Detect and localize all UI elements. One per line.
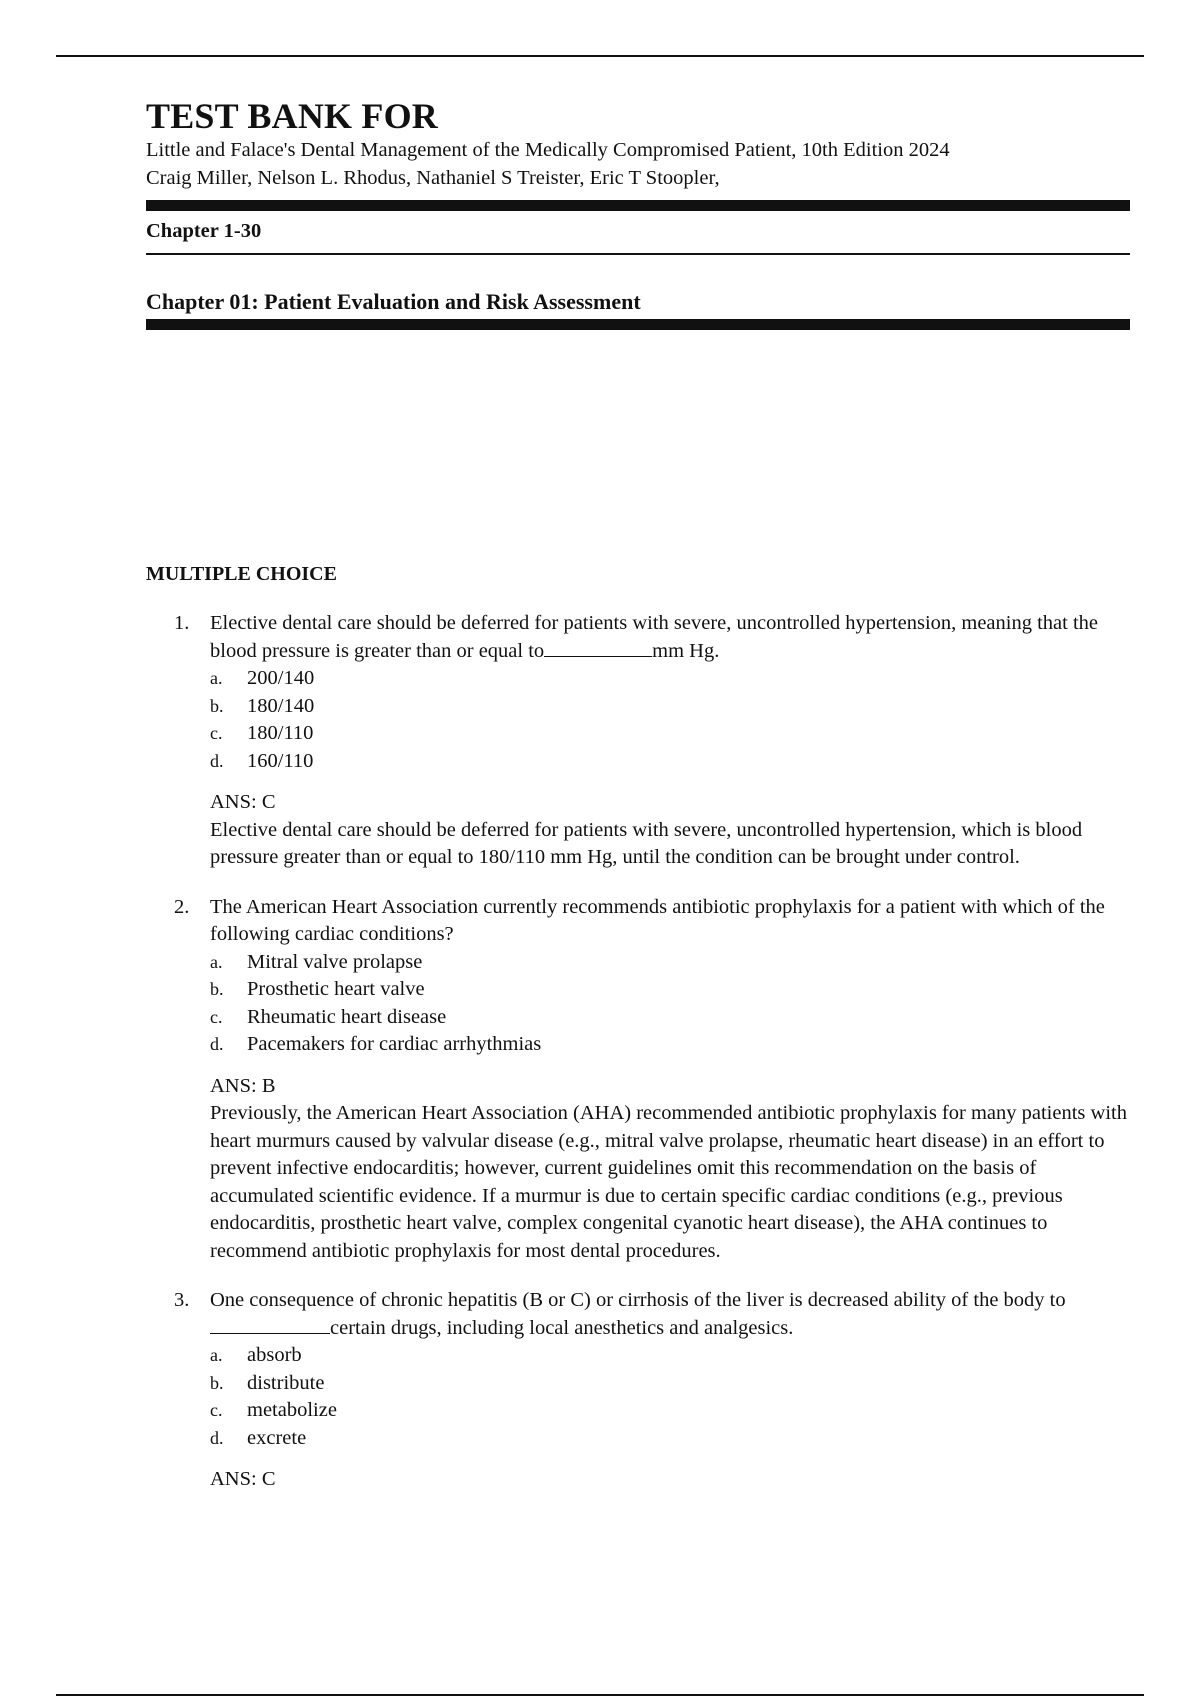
option-b (210, 976, 1130, 1004)
chapter-heading-rule (146, 319, 1130, 330)
question-2 (146, 894, 1130, 1266)
question-stem (210, 894, 1130, 949)
stem-text-before: Elective dental care should be deferred for patients with severe, uncontrolled hypertension, meaning that the blood pressure is greater than or equal to (210, 612, 1099, 662)
option-d (210, 1425, 1130, 1453)
option-letter: a. (210, 668, 223, 688)
option-text: Pacemakers for cardiac arrhythmias (247, 1033, 542, 1055)
option-a (210, 1342, 1130, 1370)
question-stem (210, 610, 1130, 665)
option-b (210, 693, 1130, 721)
option-list (210, 949, 1130, 1059)
option-letter: b. (210, 1372, 224, 1393)
option-a (210, 949, 1130, 977)
document-content (146, 96, 1130, 1490)
question-stem (210, 1287, 1130, 1342)
option-letter: c. (210, 1006, 223, 1027)
option-text: Rheumatic heart disease (247, 1005, 447, 1028)
stem-text-before: The American Heart Association currently recommends antibiotic prophylaxis for a patient with which of the following cardiac conditions? (210, 895, 1105, 945)
book-title: Little and Falace's Dental Management of the Medically Compromised Patient, 10th Edition 2024 (146, 139, 950, 161)
option-letter: c. (210, 723, 223, 743)
option-text: Mitral valve prolapse (247, 950, 423, 973)
chapter-range: Chapter 1-30 (146, 220, 262, 242)
option-text: excrete (247, 1426, 307, 1449)
option-text: 180/110 (247, 722, 314, 744)
stem-text-before: One consequence of chronic hepatitis (B or C) or cirrhosis of the liver is decreased ability of the body to (210, 1289, 1066, 1311)
option-d (210, 748, 1130, 776)
stem-text-after: mm Hg. (652, 639, 720, 662)
option-b (210, 1370, 1130, 1398)
stem-text-after: certain drugs, including local anesthetics and analgesics. (330, 1316, 794, 1339)
option-letter: d. (210, 1427, 224, 1448)
question-list (146, 610, 1130, 1516)
option-letter: b. (210, 695, 224, 716)
page-bottom-rule (56, 1694, 1144, 1696)
section-title: MULTIPLE CHOICE (146, 563, 337, 585)
option-a (210, 665, 1130, 693)
answer-rationale: Elective dental care should be deferred for patients with severe, uncontrolled hypertension, which is blood pressure greater than or equal to 180/110 mm Hg, until the condition can be brought under control. (210, 818, 1083, 868)
header-thick-rule (146, 200, 1130, 211)
question-number: 2. (174, 895, 190, 918)
question-number: 3. (174, 1289, 190, 1311)
option-letter: b. (210, 979, 224, 999)
chapter-heading: Chapter 01: Patient Evaluation and Risk Assessment (146, 289, 641, 314)
option-d (210, 1031, 1130, 1059)
option-c (210, 720, 1130, 748)
answer-key: ANS: C (210, 791, 276, 813)
option-c (210, 1004, 1130, 1032)
answer-rationale: Previously, the American Heart Association (AHA) recommended antibiotic prophylaxis for many patients with heart murmurs caused by valvular disease (e.g., mitral valve prolapse, rheumatic heart disease) in an effort to prevent infective endocarditis; however, current guidelines omit this recommendation on the basis of accumulated scientific evidence. If a murmur is due to certain specific cardiac conditions (e.g., previous endocarditis, prosthetic heart valve, complex congenital cyanotic heart disease), the AHA continues to recommend antibiotic prophylaxis for most dental procedures. (210, 1102, 1127, 1262)
option-letter: d. (210, 1034, 224, 1054)
option-letter: d. (210, 750, 224, 771)
option-text: absorb (247, 1344, 302, 1366)
answer-key: ANS: C (210, 1468, 276, 1490)
question-3 (146, 1287, 1130, 1494)
option-text: 160/110 (247, 749, 314, 772)
question-1 (146, 610, 1130, 872)
option-letter: a. (210, 1345, 223, 1365)
option-text: Prosthetic heart valve (247, 978, 425, 1000)
answer-key: ANS: B (210, 1074, 276, 1097)
page-top-rule (56, 55, 1144, 57)
option-letter: c. (210, 1400, 223, 1420)
option-text: 180/140 (247, 694, 315, 717)
answer-blank (210, 1315, 330, 1334)
question-number: 1. (174, 612, 190, 634)
header-thin-rule (146, 253, 1130, 255)
option-c (210, 1397, 1130, 1425)
option-list (210, 665, 1130, 775)
option-list (210, 1342, 1130, 1452)
document-title: TEST BANK FOR (146, 96, 439, 136)
answer-blank (544, 638, 652, 657)
option-letter: a. (210, 951, 223, 972)
book-authors: Craig Miller, Nelson L. Rhodus, Nathaniel S Treister, Eric T Stoopler, (146, 167, 720, 189)
option-text: 200/140 (247, 667, 315, 689)
option-text: metabolize (247, 1399, 337, 1421)
option-text: distribute (247, 1371, 325, 1394)
